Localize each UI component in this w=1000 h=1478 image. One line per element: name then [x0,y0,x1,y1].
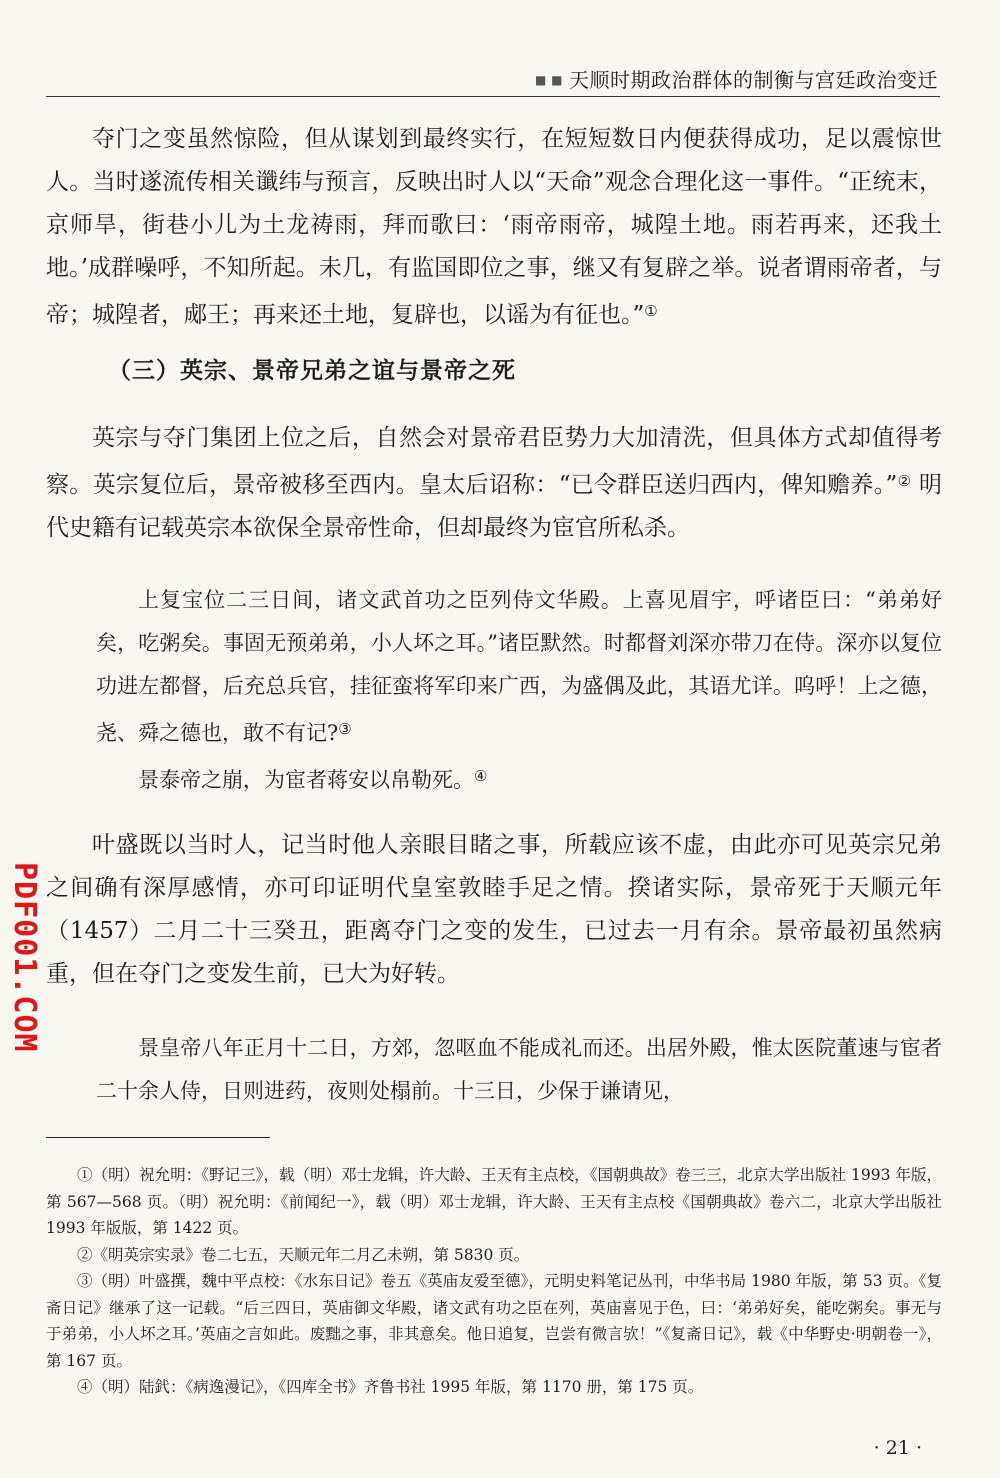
paragraph-1 [46,118,942,337]
running-head-marks: ■ ■ [535,73,563,87]
quote-3-text: 景皇帝八年正月十二日，方郊，忽呕血不能成礼而还。出居外殿，惟太医院董速与宦者二十余人侍，日则进药，夜则处榻前。十三日，少保于谦请见， [96,1036,942,1103]
paragraph-3 [46,824,942,996]
footnote-3: ③（明）叶盛撰，魏中平点校：《水东日记》卷五《英庙友爱至德》，元明史料笔记丛刊，中华书局 1980 年版，第 53 页。《复斋日记》继承了这一记载。“后三四日，英庙御文华殿，诸文武有功之臣在列，英庙喜见于色，曰：‘弟弟好矣，能吃粥矣。事无与于弟弟，小人坏之耳。’英庙之言如此。废黜之事，非其意矣。他日追复，岂尝有微言欤！”《复斋日记》，载《中华野史·明朝卷一》，第 167 页。 [46,1272,942,1370]
header-rule [46,96,940,97]
footnote-ref-3[interactable]: ③ [338,720,352,738]
paragraph-1-text: 夺门之变虽然惊险，但从谋划到最终实行，在短短数日内便获得成功，足以震惊世人。当时遂流传相关谶纬与预言，反映出时人以“天命”观念合理化这一事件。“正统末，京师旱，街巷小儿为土龙祷雨，拜而歌曰：‘雨帝雨帝，城隍土地。雨若再来，还我土地。’成群噪呼，不知所起。未几，有监国即位之事，继又有复辟之举。说者谓雨帝者，与帝；城隍者，郕王；再来还土地，复辟也，以谣为有征也。” [46,126,942,328]
footnote-ref-2[interactable]: ② [897,472,912,490]
footnote-4: ④（明）陆釴：《病逸漫记》，《四库全书》齐鲁书社 1995 年版，第 1170 册，第 175 页。 [77,1378,704,1396]
footnote-1: ①（明）祝允明：《野记三》，载（明）邓士龙辑，许大龄、王天有主点校，《国朝典故》卷三三，北京大学出版社 1993 年版，第 567—568 页。（明）祝允明：《前闻纪一》，载（明）邓士龙辑，许大龄、王天有主点校《国朝典故》卷六二，北京大学出版社 1993 年版版，第 1422 页。 [46,1166,942,1237]
section-heading: （三）英宗、景帝兄弟之谊与景帝之死 [108,357,516,384]
quote-2-text: 景泰帝之崩，为宦者蒋安以帛勒死。 [138,768,474,792]
page-number: · 21 · [873,1437,922,1459]
paragraph-3-text: 叶盛既以当时人，记当时他人亲眼目睹之事，所载应该不虚，由此亦可见英宗兄弟之间确有深厚感情，亦可印证明代皇室敦睦手足之情。揆诸实际，景帝死于天顺元年（1457）二月二十三癸丑，距离夺门之变的发生，已过去一月有余。景帝最初虽然病重，但在夺门之变发生前，已大为好转。 [46,832,942,987]
watermark: PDF001.COM [7,862,42,1053]
quote-1-text: 上复宝位二三日间，诸文武首功之臣列侍文华殿。上喜见眉宇，呼诸臣曰：“弟弟好矣，吃粥矣。事固无预弟弟，小人坏之耳。”诸臣默然。时都督刘深亦带刀在侍。深亦以复位功进左都督，后充总兵官，挂征蛮将军印来广西，为盛偶及此，其语尤详。呜呼！上之德，尧、舜之德也，敢不有记? [96,588,942,745]
footnote-ref-4[interactable]: ④ [474,767,488,785]
footnote-2: ②《明英宗实录》卷二七五，天顺元年二月乙未朔，第 5830 页。 [77,1245,530,1264]
running-head-title: 天顺时期政治群体的制衡与宫廷政治变迁 [569,68,938,92]
paragraph-2-tail: 明代史籍有记载英宗本欲保全景帝性命，但却最终为宦官所私杀。 [46,472,942,541]
footnotes [46,1162,942,1401]
paragraph-2-text: 英宗与夺门集团上位之后，自然会对景帝君臣势力大加清洗，但具体方式却值得考察。英宗复位后，景帝被移至西内。皇太后诏称：“已令群臣送归西内，俾知赡养。” [46,425,942,498]
running-head [535,64,938,93]
footnote-ref-1[interactable]: ① [644,302,658,320]
paragraph-2 [46,417,942,550]
block-quote-3 [96,1027,942,1113]
footnote-rule [46,1137,270,1138]
block-quote-1 [96,579,942,802]
